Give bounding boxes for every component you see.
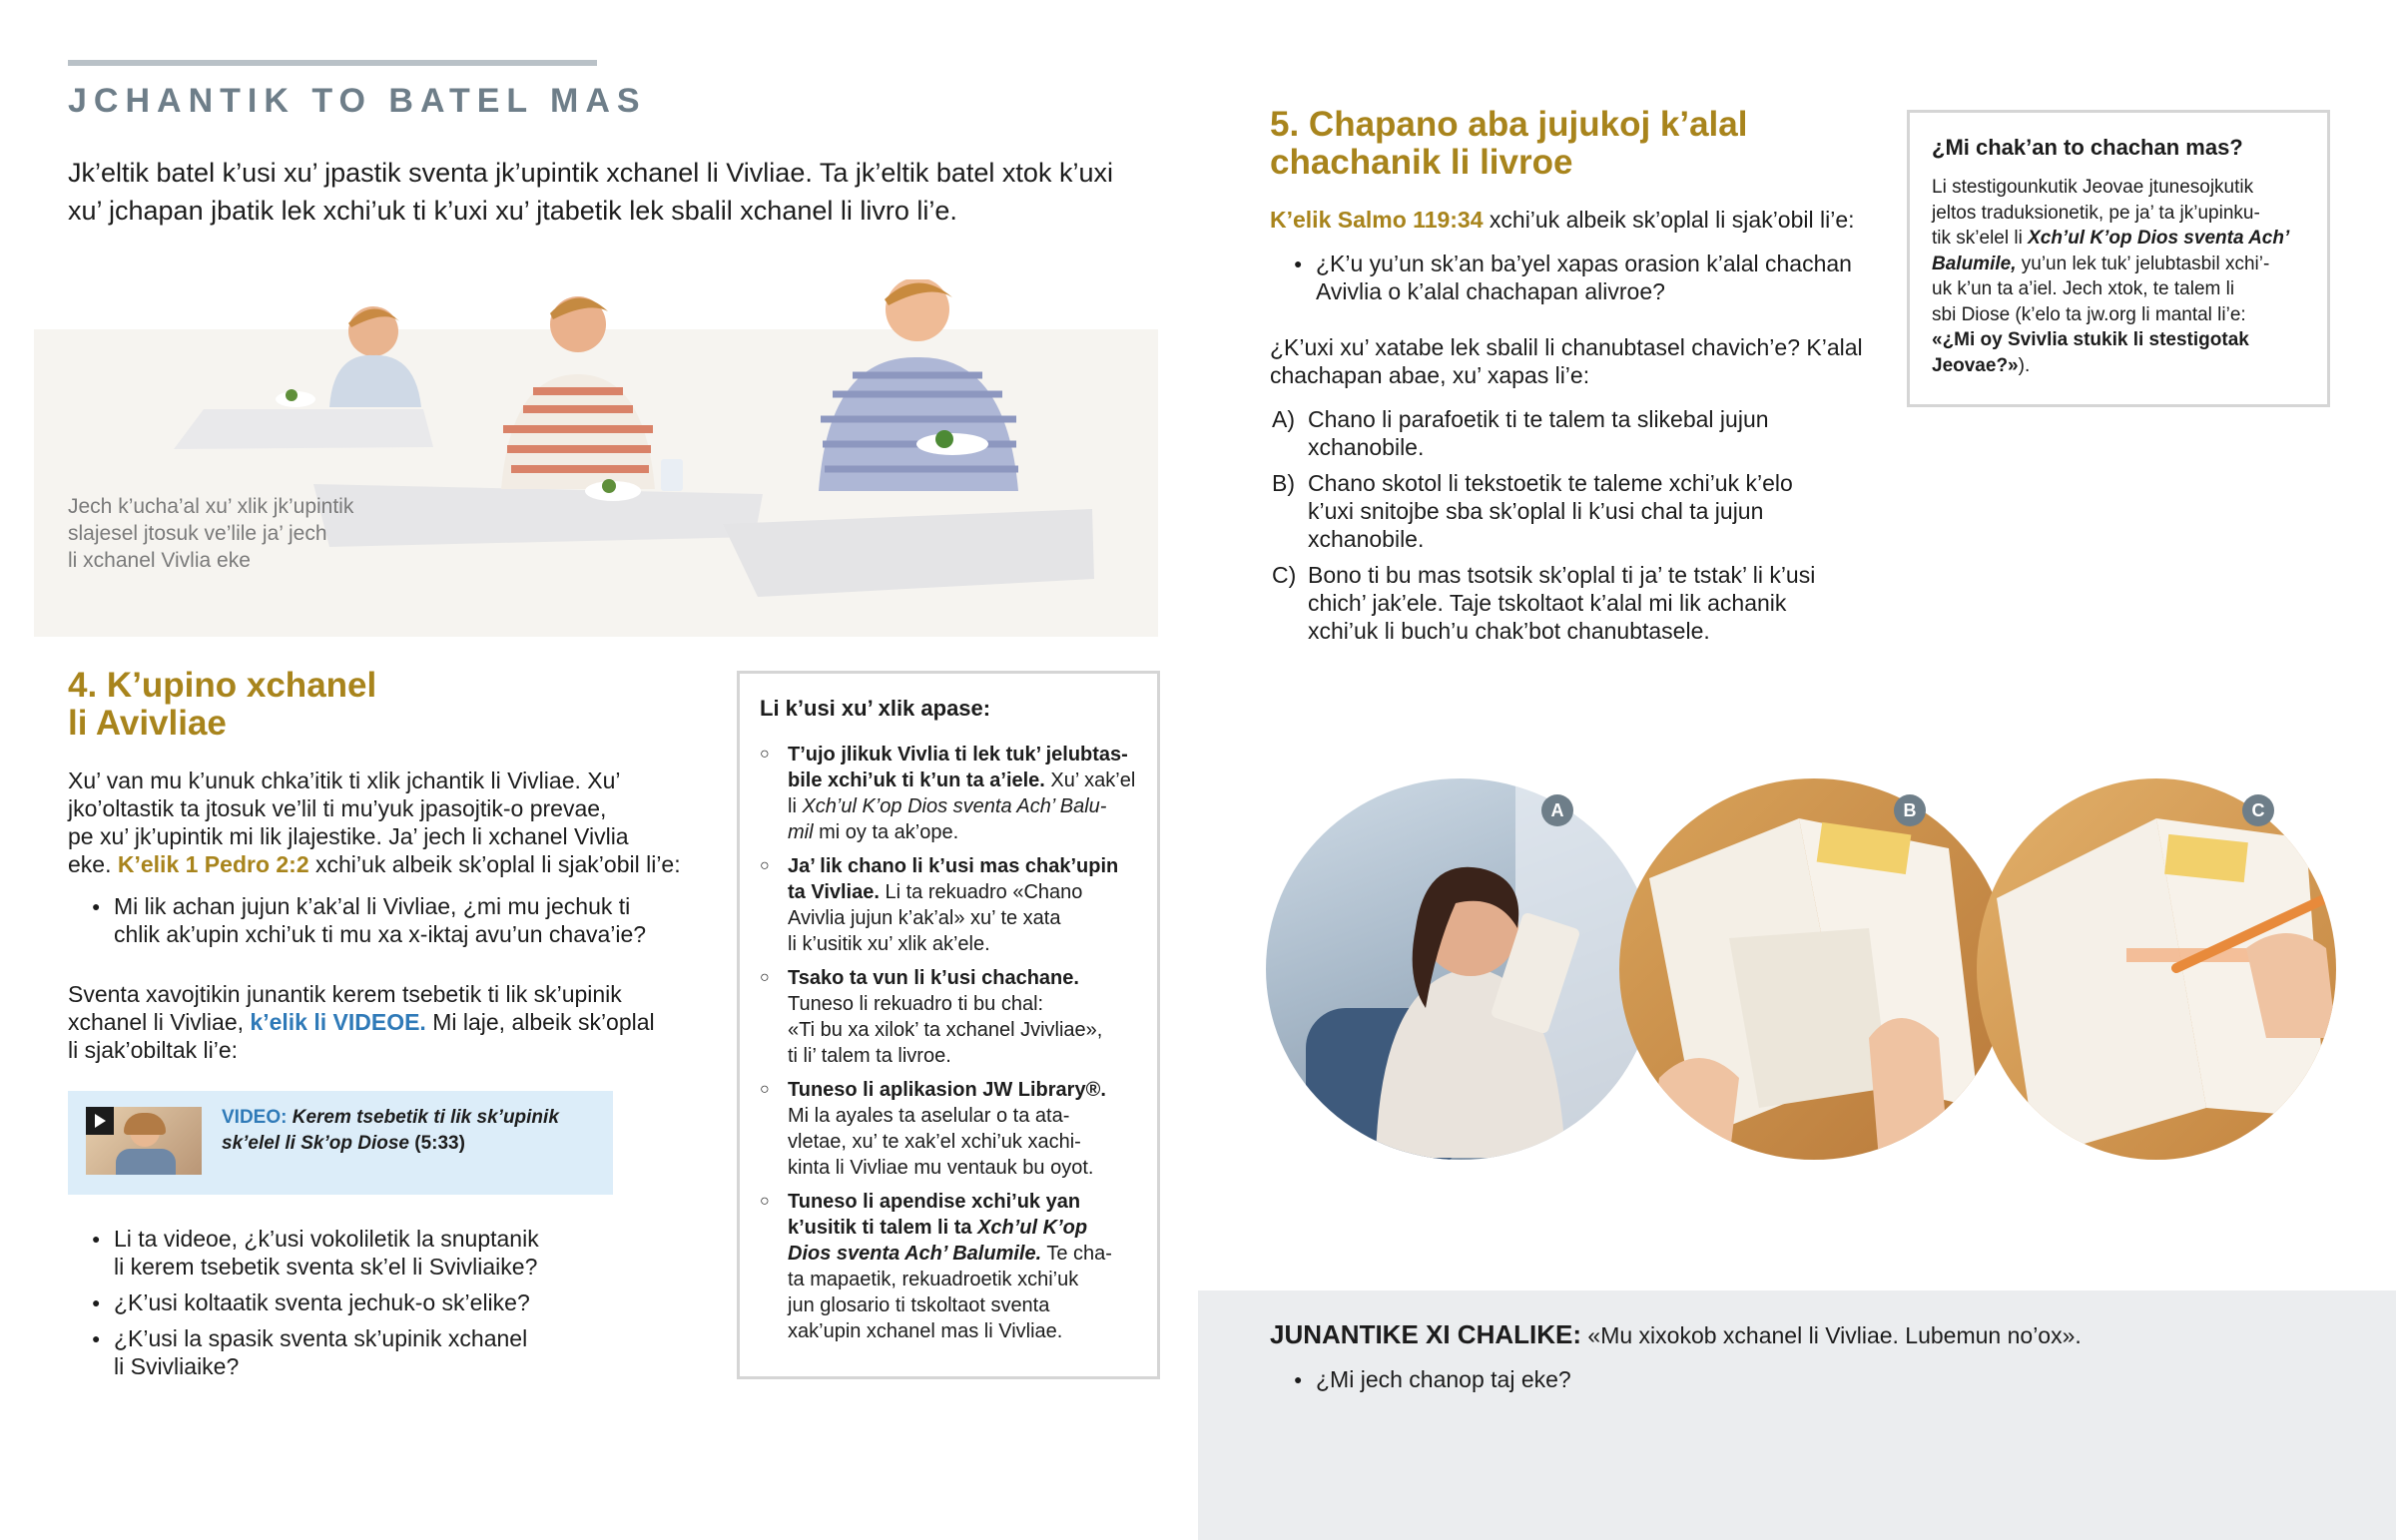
list-item: ● ¿Mi jech chanop taj eke? (1270, 1365, 1969, 1393)
list-item: ● ¿K’u yu’un sk’an ba’yel xapas orasion k’alal chachan Avivlia o k’alal chachapan alivroe? (1270, 250, 1869, 305)
list-item: B) Chano skotol li tekstoetik te taleme xchi’uk k’elo k’uxi snitojbe sba sk’oplal li k’usi chal ta jujun xchanobile. (1272, 470, 1793, 552)
video-link[interactable]: k’elik li VIDEOE. (250, 1009, 426, 1035)
boys-eating-illustration (34, 279, 1158, 637)
summary-question-list (1270, 1365, 1969, 1401)
list-item: ○ Tsako ta vun li k’usi chachane. Tuneso li rekuadro ti bu chal: «Ti bu xa xilok’ ta xchanel Jvivliae», ti li’ talem ta livroe. (740, 965, 1141, 1069)
list-item: ○ T’ujo jlikuk Vivlia ti lek tuk’ jelubtas- bile xchi’uk ti k’un ta a’iele. Xu’ xak’el li Xch’ul K’op Dios sventa Ach’ Balu- mil mi oy ta ak’ope. (740, 742, 1141, 845)
list-item: A) Chano li parafoetik ti te talem ta slikebal jujun xchanobile. (1272, 406, 1769, 460)
scripture-link-salmo[interactable]: K’elik Salmo 119:34 (1270, 207, 1484, 233)
section5-heading: 5. Chapano aba jujukoj k’alal chachanik li livroe (1270, 105, 1748, 182)
play-icon[interactable] (86, 1107, 114, 1135)
section5-paragraph: ¿K’uxi xu’ xatabe lek sbalil li chanubtasel chavich’e? K’alal chachapan abae, xu’ xapas li’e: (1270, 334, 1863, 388)
badge-b: B (1894, 794, 1926, 826)
section4-paragraph: Xu’ van mu k’unuk chka’itik ti xlik jchantik li Vivliae. Xu’ jko’oltastik ta jtosuk ve’lil ti mu’yuk jpasojtik-o prevae, pe xu’ jk’upintik mi lik jlajestike. Ja’ jech li xchanel Vivlia eke. K’elik 1 Pedro 2:2 xchi’uk albeik sk’oplal li sjak’obil li’e: (68, 768, 681, 877)
section4-paragraph-2: Sventa xavojtikin junantik kerem tsebetik ti lik sk’upinik xchanel li Vivliae, k’elik li VIDEOE. Mi laje, albeik sk’oplal li sjak’obiltak li’e: (68, 981, 655, 1063)
highlight-illustration (1977, 778, 2336, 1160)
photo-b-open-book (1619, 778, 2009, 1160)
section5-options (1252, 405, 1871, 653)
photo-c-marking-book (1977, 778, 2336, 1160)
list-item: ○ Tuneso li apendise xchi’uk yan k’usitik ti talem li ta Xch’ul K’op Dios sventa Ach’ Balumile. Te cha- ta mapaetik, rekuadroetik xchi’uk jun glosario ti tskoltaot sventa xak’upin xchanel mas li Vivliae. (740, 1189, 1141, 1344)
list-item: ● Mi lik achan jujun k’ak’al li Vivliae, ¿mi mu jechuk ti chlik ak’upin xchi’uk ti mu xa x-iktaj avu’un chava’ie? (68, 892, 687, 948)
video-title[interactable]: VIDEO: Kerem tsebetik ti lik sk’upinik sk’elel li Sk’op Diose (5:33) (222, 1107, 559, 1154)
list-item: ● Li ta videoe, ¿k’usi vokoliletik la snuptanik li kerem tsebetik sventa sk’el li Svivliaike? (68, 1225, 687, 1281)
photo-a-girl-reading (1266, 778, 1655, 1160)
section5-question-list (1270, 250, 1869, 313)
tips-list (740, 742, 1141, 1352)
badge-a: A (1541, 794, 1573, 826)
article-link[interactable]: «¿Mi oy Svivlia stukik li stestigotak (1932, 329, 2249, 350)
list-item: ○ Tuneso li aplikasion JW Library®. Mi la ayales ta aselular o ta ata- vletae, xu’ te xak’el xchi’uk xachi- kinta li Vivliae mu ventauk bu oyot. (740, 1077, 1141, 1181)
study-more-heading: ¿Mi chak’an to chachan mas? (1932, 135, 2243, 160)
list-item: C) Bono ti bu mas tsotsik sk’oplal ti ja’ te tstak’ li k’usi chich’ jak’ele. Taje tskoltaot k’alal mi lik achanik xchi’uk li buch’u chak’bot chanubtasele. (1272, 562, 1816, 644)
intro-text: Jk’eltik batel k’usi xu’ jpastik sventa jk’upintik xchanel li Vivliae. Ta jk’eltik batel xtok k’uxi xu’ jchapan jbatik lek xchi’uk ti k’uxi xu’ jtabetik lek sbalil xchanel li livro li’e. (68, 158, 1113, 226)
summary-line: JUNANTIKE XI CHALIKE: «Mu xixokob xchanel li Vivliae. Lubemun no’ox». (1270, 1319, 2082, 1349)
thumbnail-body (116, 1149, 176, 1175)
tips-box-heading: Li k’usi xu’ xlik apase: (760, 696, 991, 721)
illustration-caption: Jech k’ucha’al xu’ xlik jk’upintik slajesel jtosuk ve’lile ja’ jech li xchanel Vivlia eke (68, 495, 354, 572)
section4-question-list (68, 892, 687, 956)
section4-heading: 4. K’upino xchanel li Avivliae (68, 666, 377, 743)
scripture-link-1pedro[interactable]: K’elik 1 Pedro 2:2 (117, 851, 309, 877)
study-more-box (1907, 110, 2330, 407)
list-item: ● ¿K’usi koltaatik sventa jechuk-o sk’elike? (68, 1288, 687, 1316)
thumbnail-hair (124, 1113, 166, 1135)
list-item: ● ¿K’usi la spasik sventa sk’upinik xchanel li Svivliaike? (68, 1324, 687, 1380)
section5-intro: K’elik Salmo 119:34 xchi’uk albeik sk’oplal li sjak’obil li’e: (1270, 207, 1855, 233)
book-illustration (1619, 778, 2009, 1160)
list-item: ○ Ja’ lik chano li k’usi mas chak’upin ta Vivliae. Li ta rekuadro «Chano Avivlia jujun k’ak’al» xu’ te xata li k’usitik xu’ xlik ak’ele. (740, 853, 1141, 957)
video-card[interactable] (68, 1091, 613, 1195)
badge-c: C (2242, 794, 2274, 826)
girl-illustration (1266, 778, 1655, 1160)
study-more-text: Li stestigounkutik Jeovae jtunesojkutik jeltos traduksionetik, pe ja’ ta jk’upinku- tik sk’elel li Xch’ul K’op Dios sventa Ach’ Balumile, yu’un lek tuk’ jelubtasbil xchi’- uk k’un ta a’iel. Jech xtok, te talem li sbi Diose (k’elo ta jw.org li mantal li’e: «¿Mi oy Svivlia stukik li stestigotak Jeovae?»). (1932, 175, 2311, 378)
video-question-list (68, 1225, 687, 1388)
header-rule (68, 60, 597, 66)
page-title: JCHANTIK TO BATEL MAS (68, 82, 647, 120)
tips-box (737, 671, 1160, 1379)
